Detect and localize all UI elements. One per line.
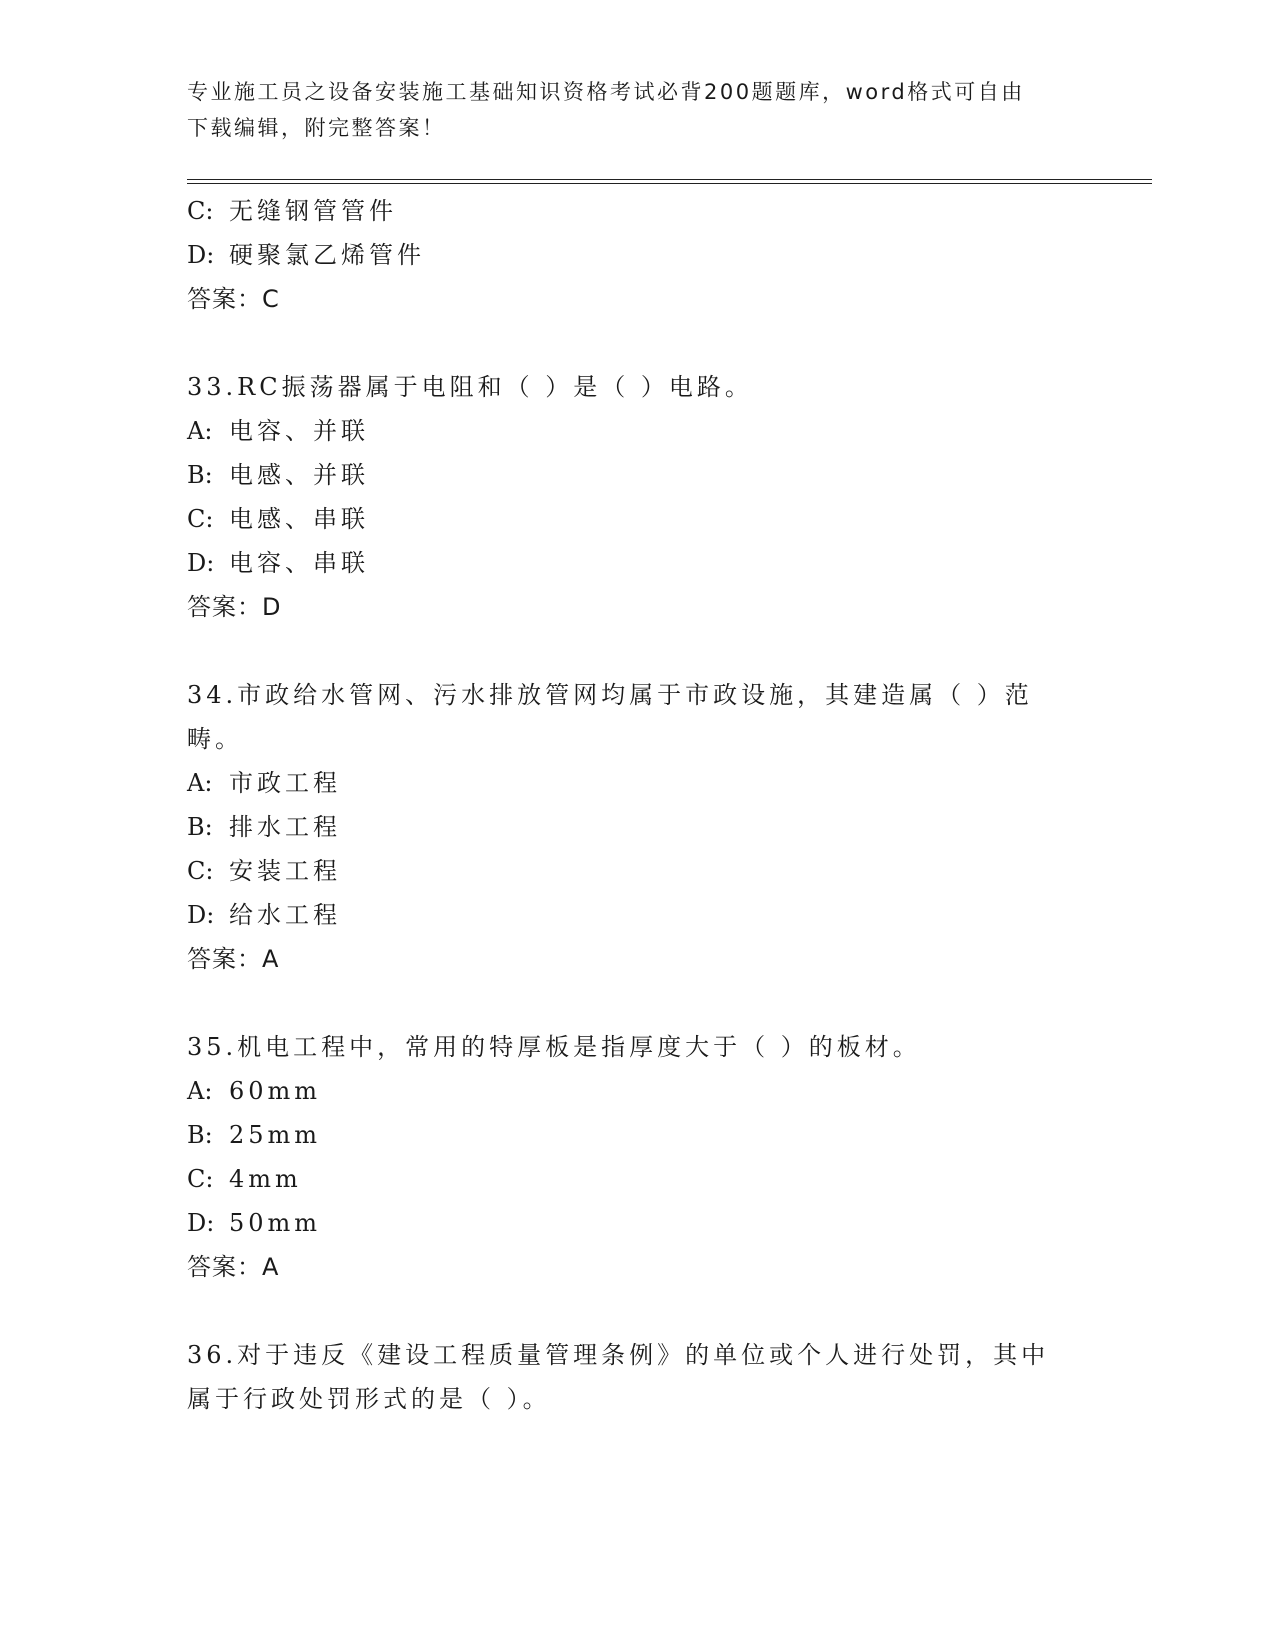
header-rule-top	[187, 179, 1152, 180]
q33-question: 33.RC振荡器属于电阻和（ ）是（ ）电路。	[187, 373, 753, 401]
header-line-2: 下载编辑，附完整答案！	[187, 116, 446, 140]
option-text: 电容、串联	[229, 549, 369, 577]
q33-answer: 答案：D	[187, 593, 282, 621]
option-text: 安装工程	[229, 857, 341, 885]
header-rule-bottom	[187, 183, 1152, 184]
document-header	[187, 74, 1067, 146]
option-letter: B:	[187, 461, 213, 489]
q34-option-d	[187, 900, 341, 930]
q35-option-a	[187, 1076, 321, 1106]
q33-option-b	[187, 460, 369, 490]
q33-option-a	[187, 416, 369, 446]
option-letter: A:	[187, 769, 213, 797]
option-text: 无缝钢管管件	[229, 197, 397, 225]
option-letter: C:	[187, 197, 214, 225]
option-letter: B:	[187, 813, 213, 841]
option-text: 4mm	[229, 1165, 302, 1193]
q35-option-b	[187, 1120, 321, 1150]
q35-option-d	[187, 1208, 321, 1238]
option-text: 60mm	[229, 1077, 322, 1105]
option-letter: B:	[187, 1121, 213, 1149]
option-letter: D:	[187, 549, 215, 577]
option-text: 电感、串联	[229, 505, 369, 533]
option-text: 排水工程	[229, 813, 341, 841]
q33-option-c	[187, 504, 369, 534]
q36-question-line-1: 36.对于违反《建设工程质量管理条例》的单位或个人进行处罚，其中	[187, 1341, 1050, 1369]
q34-option-a	[187, 768, 341, 798]
option-text: 25mm	[229, 1121, 322, 1149]
q34-question-line-1: 34.市政给水管网、污水排放管网均属于市政设施，其建造属（ ）范	[187, 681, 1033, 709]
q33-option-d	[187, 548, 369, 578]
q34-answer: 答案：A	[187, 945, 280, 973]
q36-question-line-2: 属于行政处罚形式的是（ ）。	[187, 1385, 551, 1413]
option-letter: C:	[187, 505, 214, 533]
q32-option-c	[187, 196, 397, 226]
option-text: 电容、并联	[229, 417, 369, 445]
q34-option-b	[187, 812, 341, 842]
option-text: 硬聚氯乙烯管件	[229, 241, 425, 269]
option-text: 电感、并联	[229, 461, 369, 489]
option-letter: C:	[187, 1165, 214, 1193]
q35-option-c	[187, 1164, 302, 1194]
q32-answer: 答案：C	[187, 285, 280, 313]
q34-option-c	[187, 856, 341, 886]
q32-option-d	[187, 240, 425, 270]
option-letter: A:	[187, 417, 213, 445]
option-letter: D:	[187, 241, 215, 269]
q34-question-line-2: 畴。	[187, 725, 243, 753]
option-text: 市政工程	[229, 769, 341, 797]
q35-answer: 答案：A	[187, 1253, 280, 1281]
option-text: 给水工程	[229, 901, 341, 929]
option-letter: D:	[187, 1209, 215, 1237]
header-line-1: 专业施工员之设备安装施工基础知识资格考试必背200题题库，word格式可自由	[187, 80, 1025, 104]
q35-question: 35.机电工程中，常用的特厚板是指厚度大于（ ）的板材。	[187, 1033, 921, 1061]
option-letter: A:	[187, 1077, 213, 1105]
option-letter: C:	[187, 857, 214, 885]
option-text: 50mm	[229, 1209, 322, 1237]
option-letter: D:	[187, 901, 215, 929]
